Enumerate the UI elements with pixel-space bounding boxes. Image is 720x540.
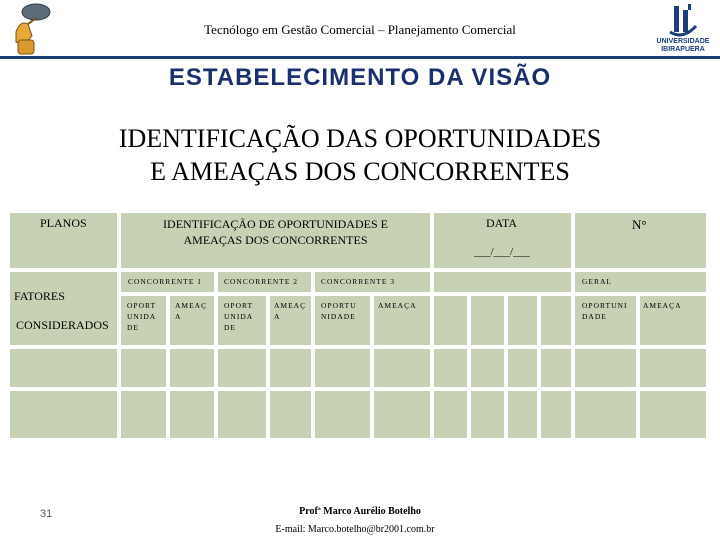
oportunidade-2-part-2: UNIDA: [224, 312, 254, 321]
table-row-empty: [575, 349, 636, 387]
subtitle: [0, 122, 720, 188]
ameaca-1-label: [175, 300, 207, 322]
table-row-empty: [541, 391, 571, 438]
main-title: ESTABELECIMENTO DA VISÃO: [168, 64, 552, 91]
table-row-empty: [374, 391, 430, 438]
table-row-empty: [508, 349, 537, 387]
university-logo: [650, 2, 716, 56]
concorrente-1-label: CONCORRENTE 1: [128, 277, 203, 286]
concorrente-2-label: CONCORRENTE 2: [224, 277, 299, 286]
table-cell-sub-b: [471, 296, 504, 345]
table-row-empty: [170, 349, 214, 387]
table-cell-sub-a: [434, 296, 467, 345]
table-row-empty: [315, 391, 370, 438]
university-name: UNIVERSIDADE IBIRAPUERA: [656, 38, 710, 53]
ameaca-1-part-1: AMEAÇ: [175, 301, 208, 310]
table-row-empty: [121, 349, 166, 387]
table-heading-line-1: IDENTIFICAÇÃO DE OPORTUNIDADES E: [163, 217, 388, 231]
geral-label: GERAL: [582, 277, 612, 286]
oportunidade-1-part-1: OPORT: [127, 301, 157, 310]
oportunidade-1-label: [127, 300, 156, 333]
table-cell-sub-c: [508, 296, 537, 345]
table-row-empty: [640, 391, 706, 438]
ameaca-2-part-1: AMEAÇ: [274, 301, 307, 310]
oportunidade-1-part-2: UNIDA: [127, 312, 157, 321]
ameaca-3-label: AMEAÇA: [378, 301, 417, 310]
table-row-empty: [471, 391, 504, 438]
table-row-empty: [10, 391, 117, 438]
fatores-label: FATORES: [14, 289, 65, 303]
table-cell-blank: [434, 272, 571, 292]
table-row-empty: [575, 391, 636, 438]
numero-label: N°: [632, 217, 647, 232]
oportunidade-3-part-1: OPORTU: [321, 301, 357, 310]
planos-label: PLANOS: [40, 216, 87, 230]
table-row-empty: [10, 349, 117, 387]
ameaca-2-part-2: A: [274, 312, 281, 321]
university-logo-icon: [650, 2, 716, 38]
oportunidade-geral-part-2: DADE: [582, 312, 607, 321]
professor-name: Profª Marco Aurélio Botelho: [299, 506, 421, 517]
course-title: Tecnólogo em Gestão Comercial – Planejamento Comercial: [204, 22, 516, 37]
table-row-empty: [218, 391, 266, 438]
table-row-empty: [270, 391, 311, 438]
subtitle-line-1: IDENTIFICAÇÃO DAS OPORTUNIDADES: [118, 124, 602, 153]
date-blank-field: ___/___/___: [474, 246, 530, 258]
table-row-empty: [434, 391, 467, 438]
oportunidade-1-part-3: DE: [127, 323, 139, 332]
table-row-empty: [640, 349, 706, 387]
concorrente-3-label: CONCORRENTE 3: [321, 277, 396, 286]
table-heading-line-2: AMEAÇAS DOS CONCORRENTES: [183, 233, 368, 247]
table-row-empty: [508, 391, 537, 438]
table-heading: [121, 216, 430, 248]
table-row-empty: [315, 349, 370, 387]
table-row-empty: [218, 349, 266, 387]
table-row-empty: [170, 391, 214, 438]
ameaca-2-label: [274, 300, 306, 322]
table-row-empty: [374, 349, 430, 387]
oportunidade-3-label: [321, 300, 357, 322]
oportunidade-geral-label: [582, 300, 627, 322]
ameaca-1-part-2: A: [175, 312, 182, 321]
table-row-empty: [270, 349, 311, 387]
oportunidade-geral-part-1: OPORTUNI: [582, 301, 628, 310]
slide-number: 31: [40, 508, 53, 520]
table-cell-sub-d: [541, 296, 571, 345]
oportunidade-2-part-1: OPORT: [224, 301, 254, 310]
subtitle-line-2: E AMEAÇAS DOS CONCORRENTES: [150, 157, 570, 186]
considerados-label: CONSIDERADOS: [16, 318, 109, 332]
table-row-empty: [434, 349, 467, 387]
table-cell-fatores: [10, 272, 117, 345]
table-row-empty: [541, 349, 571, 387]
table-row-empty: [471, 349, 504, 387]
data-label: DATA: [486, 216, 518, 230]
oportunidade-2-part-3: DE: [224, 323, 236, 332]
table-row-empty: [121, 391, 166, 438]
header-divider: [0, 56, 720, 59]
oportunidade-2-label: [224, 300, 253, 333]
ameaca-geral-label: AMEAÇA: [643, 301, 682, 310]
oportunidade-3-part-2: NIDADE: [321, 312, 356, 321]
professor-email: E-mail: Marco.botelho@br2001.com.br: [275, 524, 435, 535]
